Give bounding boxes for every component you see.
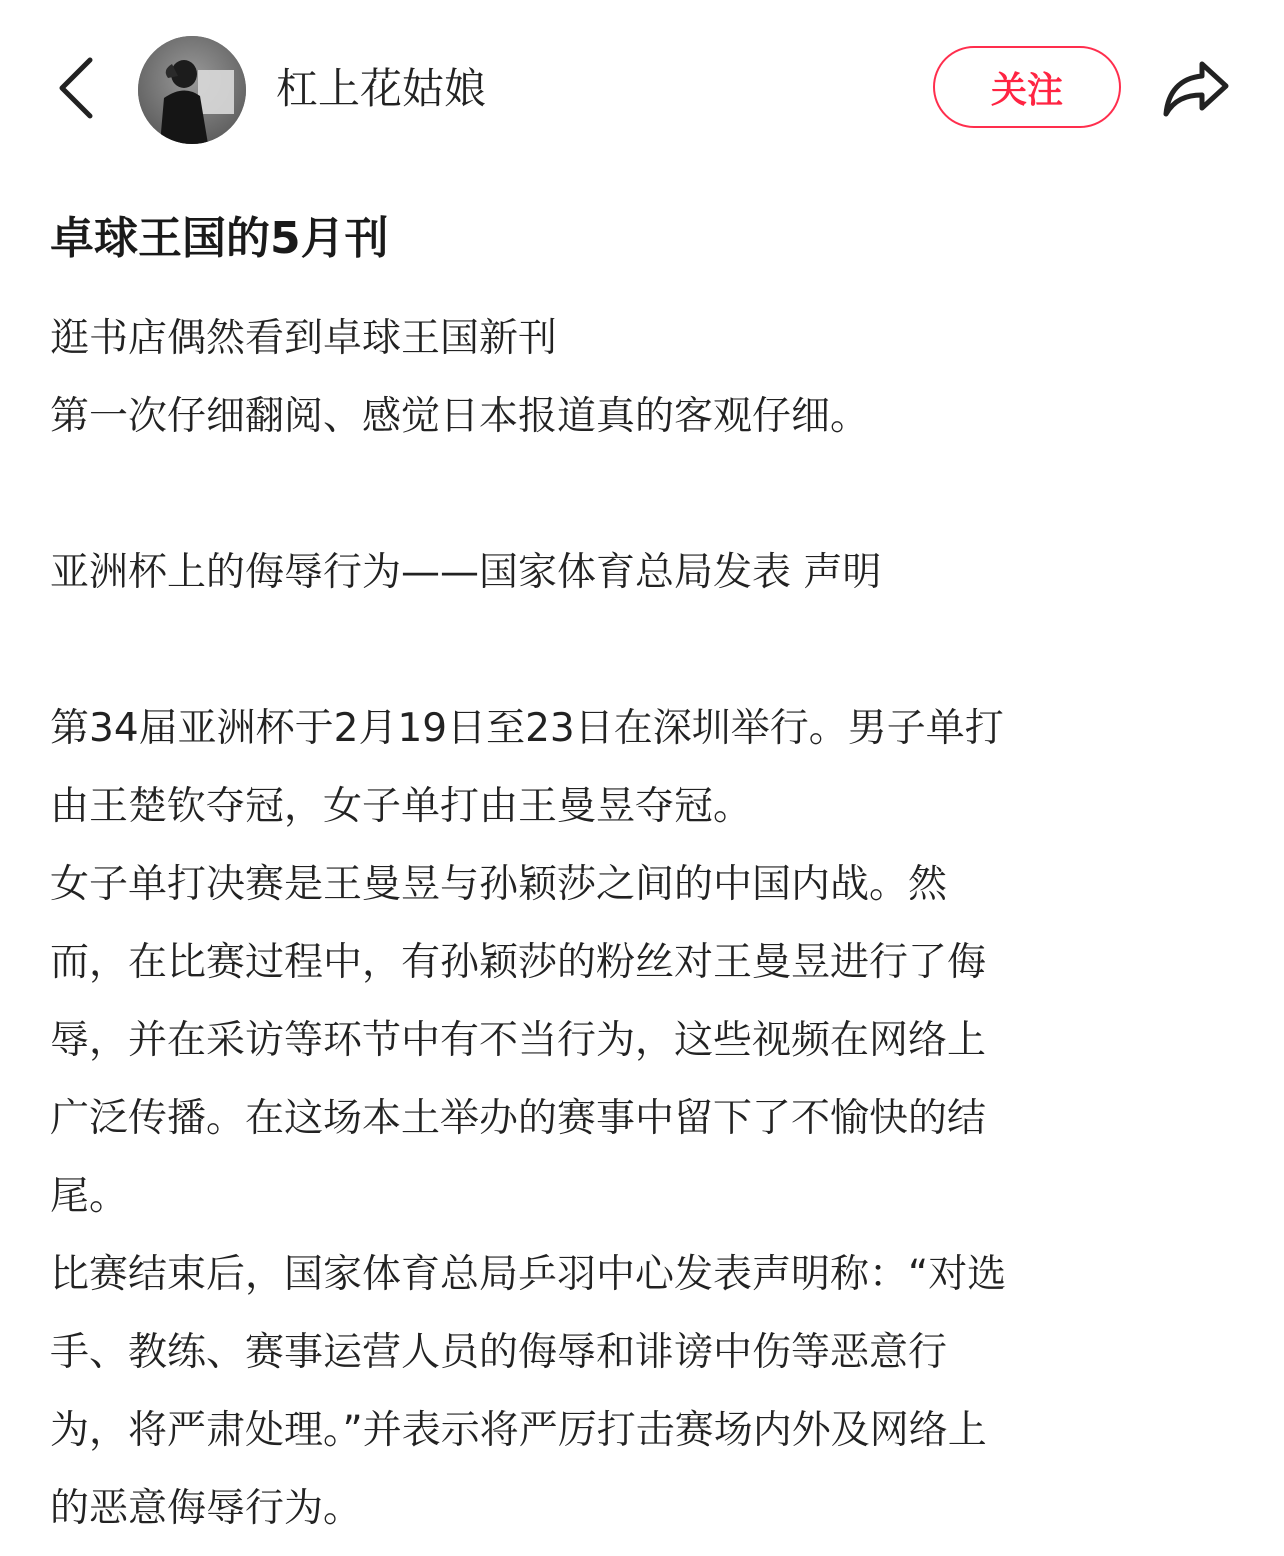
body-line: 为，将严肃处理。”并表示将严厉打击赛场内外及网络上 (50, 1408, 987, 1453)
back-button[interactable] (48, 52, 104, 124)
body-line (50, 612, 1236, 690)
follow-button[interactable]: 关注 (933, 46, 1121, 128)
body-line (50, 456, 1236, 534)
body-line: 亚洲杯上的侮辱行为——国家体育总局发表 声明 (50, 550, 882, 595)
share-arrow-icon (1162, 58, 1230, 118)
body-line: 手、教练、赛事运营人员的侮辱和诽谤中伤等恶意行 (50, 1330, 948, 1375)
avatar-image (138, 36, 246, 144)
body-line: 辱，并在采访等环节中有不当行为，这些视频在网络上 (50, 1018, 987, 1063)
body-line: 第一次仔细翻阅、感觉日本报道真的客观仔细。 (50, 394, 870, 439)
author-name[interactable]: 杠上花姑娘 (276, 64, 487, 113)
chevron-left-icon (56, 56, 96, 120)
body-line: 女子单打决赛是王曼昱与孙颖莎之间的中国内战。然 (50, 862, 948, 907)
post-header (0, 0, 1284, 178)
body-line: 广泛传播。在这场本土举办的赛事中留下了不愉快的结 (50, 1096, 987, 1141)
post-title: 卓球王国的5月刊 (50, 213, 389, 264)
body-line: 比赛结束后，国家体育总局乒羽中心发表声明称：“对选 (50, 1252, 1007, 1297)
share-button[interactable] (1160, 52, 1232, 124)
body-line: 尾。 (50, 1174, 129, 1219)
body-line: 第34届亚洲杯于2月19日至23日在深圳举行。男子单打 (50, 706, 1004, 751)
post-body (50, 300, 1236, 1548)
author-avatar[interactable] (138, 36, 246, 144)
body-line: 的恶意侮辱行为。 (50, 1486, 363, 1531)
body-line: 而，在比赛过程中，有孙颖莎的粉丝对王曼昱进行了侮 (50, 940, 987, 985)
body-line: 由王楚钦夺冠，女子单打由王曼昱夺冠。 (50, 784, 753, 829)
body-line: 逛书店偶然看到卓球王国新刊 (50, 316, 558, 361)
